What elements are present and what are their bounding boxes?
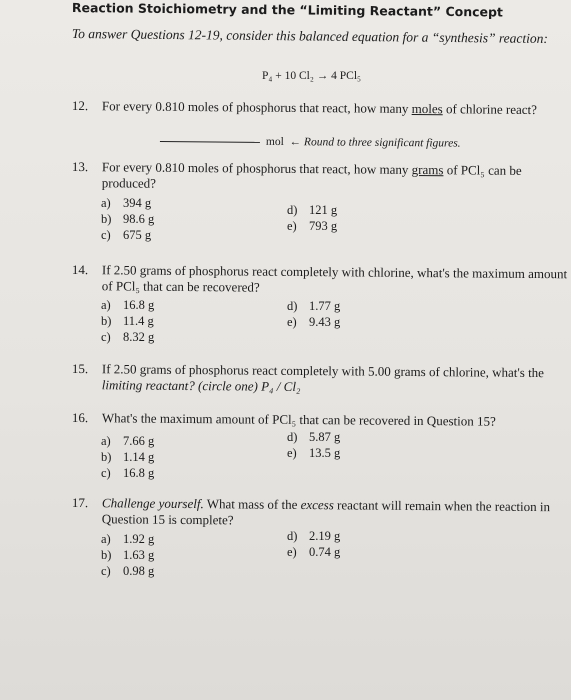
answer-blank[interactable] (160, 141, 260, 143)
question-number: 17. (71, 495, 89, 511)
answer-line-12 (160, 135, 461, 150)
question-text: If 2.50 grams of phosphorus react completely with chlorine, what's the maximum amount of PCl₅ that can be recovered? (101, 262, 568, 295)
option-e[interactable]: e) 13.5 g (287, 446, 341, 460)
question-text: What's the maximum amount of PCl₅ that can be recovered in Question 15? (101, 410, 496, 429)
question-number: 14. (71, 262, 89, 278)
worksheet-title: Reaction Stoichiometry and the “Limiting Reactant” Concept (71, 0, 504, 20)
question-text: If 2.50 grams of phosphorus react completely with 5.00 grams of chlorine, what's the limiting reactant? (circle one) P₄ / Cl₂ (101, 361, 545, 394)
option-d[interactable]: d) 5.87 g (287, 430, 341, 444)
option-c[interactable]: c) 8.32 g (101, 330, 155, 344)
option-c[interactable]: c) 675 g (101, 228, 152, 242)
question-number: 16. (71, 410, 89, 426)
option-d[interactable]: d) 121 g (287, 203, 338, 217)
question-text: Challenge yourself. What mass of the excess reactant will remain when the reaction in Question 15 is complete? (101, 495, 551, 528)
options-14-left (101, 297, 154, 345)
options-17-right (287, 528, 340, 560)
option-b[interactable]: b) 1.63 g (101, 548, 155, 562)
option-c[interactable]: c) 16.8 g (101, 466, 155, 480)
options-16-right (287, 429, 340, 461)
rounding-hint: ← Round to three significant figures. (289, 136, 461, 150)
option-e[interactable]: e) 0.74 g (287, 545, 341, 559)
options-17-left (101, 531, 154, 579)
question-text: For every 0.810 moles of phosphorus that react, how many moles of chlorine react? (101, 98, 538, 118)
option-a[interactable]: a) 7.66 g (101, 434, 155, 448)
answer-unit: mol (265, 135, 284, 149)
option-a[interactable]: a) 394 g (101, 196, 152, 210)
option-b[interactable]: b) 1.14 g (101, 450, 155, 464)
question-number: 12. (71, 98, 89, 114)
option-d[interactable]: d) 2.19 g (287, 529, 341, 543)
balanced-equation: P₄ + 10 Cl₂ → 4 PCl₅ (262, 70, 362, 82)
question-number: 15. (71, 361, 89, 377)
reactant-choices[interactable]: P₄ / Cl₂ (261, 378, 301, 394)
options-13-right (287, 202, 337, 234)
option-b[interactable]: b) 98.6 g (101, 212, 155, 226)
option-a[interactable]: a) 1.92 g (101, 532, 155, 546)
option-a[interactable]: a) 16.8 g (101, 298, 155, 312)
intro-text: To answer Questions 12-19, consider this balanced equation for a “synthesis” reaction: (71, 26, 548, 46)
options-16-left (101, 433, 154, 481)
option-e[interactable]: e) 9.43 g (287, 315, 341, 329)
option-b[interactable]: b) 11.4 g (101, 314, 154, 328)
question-text: For every 0.810 moles of phosphorus that react, how many grams of PCl₅ can be produced? (101, 159, 522, 191)
option-c[interactable]: c) 0.98 g (101, 564, 155, 578)
options-13-left (101, 195, 154, 243)
question-number: 13. (71, 159, 89, 175)
option-e[interactable]: e) 793 g (287, 219, 338, 233)
option-d[interactable]: d) 1.77 g (287, 299, 341, 313)
options-14-right (287, 298, 340, 330)
